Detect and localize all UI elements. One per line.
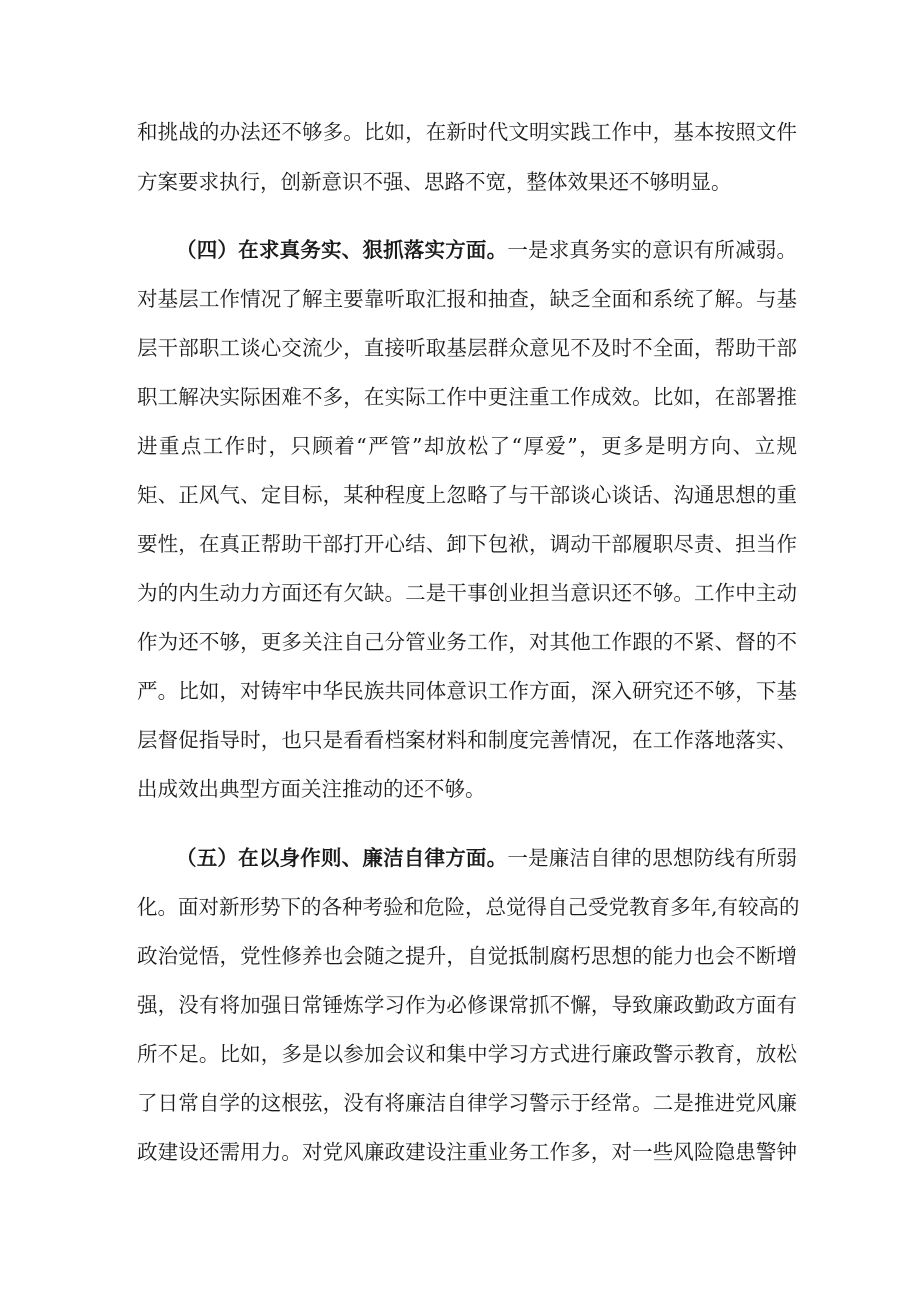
text-line: 矩、正风气、定目标，某种程度上忽略了与干部谈心谈话、沟通思想的重 bbox=[137, 483, 797, 507]
text-line: 层督促指导时，也只是看看档案材料和制度完善情况，在工作落地落实、 bbox=[137, 728, 797, 752]
text-line: 政治觉悟，党性修养也会随之提升，自觉抵制腐朽思想的能力也会不断增 bbox=[137, 944, 797, 968]
text-line: 对基层工作情况了解主要靠听取汇报和抽查，缺乏全面和系统了解。与基 bbox=[137, 287, 797, 311]
text-line: 出成效出典型方面关注推动的还不够。 bbox=[137, 777, 486, 801]
text-line: 层干部职工谈心交流少，直接听取基层群众意见不及时不全面，帮助干部 bbox=[137, 336, 797, 360]
section-4-first-line bbox=[176, 230, 797, 270]
text-line: 和挑战的办法还不够多。比如，在新时代文明实践工作中，基本按照文件 bbox=[137, 120, 797, 144]
section-5-heading: （五）在以身作则、廉洁自律方面。 bbox=[176, 846, 508, 870]
section-4-first-line-rest: 一是求真务实的意识有所减弱。 bbox=[507, 238, 798, 262]
text-line: 作为还不够，更多关注自己分管业务工作，对其他工作跟的不紧、督的不 bbox=[137, 630, 797, 654]
text-line: 职工解决实际困难不多，在实际工作中更注重工作成效。比如，在部署推 bbox=[137, 385, 797, 409]
text-line: 方案要求执行，创新意识不强、思路不宽，整体效果还不够明显。 bbox=[137, 170, 732, 194]
section-5-first-line bbox=[176, 838, 797, 878]
text-line: 强，没有将加强日常锤炼学习作为必修课常抓不懈，导致廉政勤政方面有 bbox=[137, 993, 797, 1017]
text-line: 严。比如，对铸牢中华民族共同体意识工作方面，深入研究还不够，下基 bbox=[137, 679, 797, 703]
text-line: 所不足。比如，多是以参加会议和集中学习方式进行廉政警示教育，放松 bbox=[137, 1042, 797, 1066]
text-line: 进重点工作时，只顾着“严管”却放松了“厚爱”，更多是明方向、立规 bbox=[137, 434, 797, 458]
text-line: 政建设还需用力。对党风廉政建设注重业务工作多，对一些风险隐患警钟 bbox=[137, 1140, 797, 1164]
text-line: 了日常自学的这根弦，没有将廉洁自律学习警示于经常。二是推进党风廉 bbox=[137, 1091, 797, 1115]
text-line: 要性，在真正帮助干部打开心结、卸下包袱，调动干部履职尽责、担当作 bbox=[137, 532, 797, 556]
text-line: 为的内生动力方面还有欠缺。二是干事创业担当意识还不够。工作中主动 bbox=[137, 581, 797, 605]
section-5-first-line-rest: 一是廉洁自律的思想防线有所弱 bbox=[507, 846, 798, 870]
text-line: 化。面对新形势下的各种考验和危险，总觉得自己受党教育多年,有较高的 bbox=[137, 895, 800, 919]
section-4-heading: （四）在求真务实、狠抓落实方面。 bbox=[176, 238, 508, 262]
